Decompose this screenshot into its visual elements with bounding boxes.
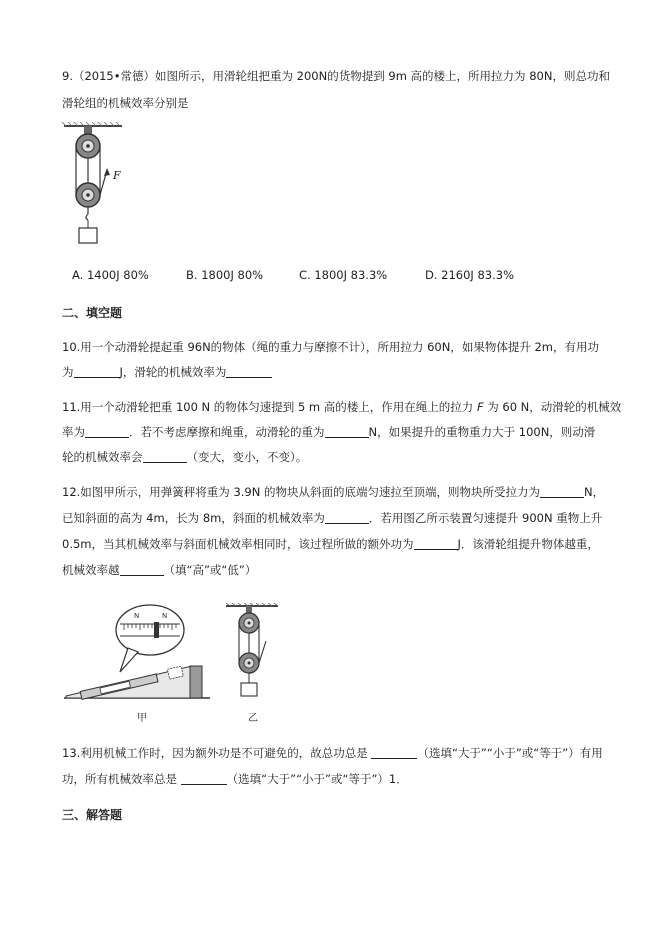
answer-blank[interactable] [325,425,369,438]
svg-text:N: N [162,612,168,620]
answer-blank[interactable] [74,365,120,378]
q10-text-b: J，滑轮的机械效率为 [119,365,227,379]
q12-text-b: N， [584,485,605,499]
q11-text-a: 11.用一个动滑轮把重 100 N 的物体匀速提到 5 m 高的楼上，作用在绳上的拉力 [62,400,477,414]
section-heading-fill-blank: 二、填空题 [62,306,123,320]
q9-option-c: C. 1800J 83.3% [299,268,388,282]
q11-text-d: ．若不考虑摩擦和绳重，动滑轮的重为 [129,425,325,439]
q11-text-c: 率为 [62,425,85,439]
figure-label-yi: 乙 [248,713,258,724]
q12-line2 [62,510,602,526]
incline-spring-scale-figure [62,600,212,705]
q9-line2: 滑轮组的机械效率分别是 [62,96,189,110]
q10-line2 [62,364,272,380]
q11-force-symbol: F [476,400,484,414]
q12-text-f: J．该滑轮组提升物体越重， [457,537,599,551]
answer-blank[interactable] [143,450,187,463]
q12-text-h: （填“高”或“低”） [163,563,257,577]
answer-blank[interactable] [85,425,129,438]
figure-label-jia: 甲 [137,713,147,724]
q12-text-e: 0.5m，当其机械效率与斜面机械效率相同时，该过程所做的额外功为 [62,537,414,551]
q13-line1 [62,745,603,761]
q11-text-e: N，如果提升的重物重力大于 100N，则动滑 [368,425,596,439]
q9-line1: 9.（2015•常德）如图所示，用滑轮组把重为 200N的货物提到 9m 高的楼上，所用拉力为 80N，则总功和 [62,69,610,83]
answer-blank[interactable] [120,563,164,576]
q13-text-a: 13.利用机械工作时，因为额外功是不可避免的，故总功总是 [62,746,372,760]
answer-blank[interactable] [325,511,369,524]
svg-text:N: N [134,612,140,620]
q9-option-d: D. 2160J 83.3% [425,268,515,282]
q12-text-g: 机械效率越 [62,563,120,577]
q12-line4 [62,562,256,578]
q12-text-a: 12.如图甲所示，用弹簧秤将重为 3.9N 的物块从斜面的底端匀速拉至顶端，则物块所受拉力为 [62,485,540,499]
q10-text-a: 为 [62,365,74,379]
q9-option-b: B. 1800J 80% [186,268,264,282]
q11-line1 [62,399,621,415]
answer-blank[interactable] [226,365,272,378]
q11-line2 [62,424,595,440]
q11-text-g: （变大，变小，不变）。 [186,450,308,464]
q11-text-b: 为 60 N，动滑轮的机械效 [483,400,622,414]
q12-text-c: 已知斜面的高为 4m，长为 8m，斜面的机械效率为 [62,511,325,525]
answer-blank[interactable] [414,537,458,550]
q12-line3 [62,536,599,552]
q10-line1: 10.用一个动滑轮提起重 96N的物体（绳的重力与摩擦不计），所用拉力 60N，如果物体提升 2m，有用功 [62,340,599,354]
pulley-figure-yi [222,603,282,703]
q13-text-d: （选填“大于”“小于”或“等于”）1． [226,772,408,786]
q13-line2 [62,771,408,787]
pulley-figure-q9 [60,122,140,247]
answer-blank[interactable] [181,772,227,785]
q12-line1 [62,484,604,500]
q11-text-f: 轮的机械效率会 [62,450,143,464]
section-heading-solve: 三、解答题 [62,808,123,822]
force-label-f: F [113,169,121,182]
q9-option-a: A. 1400J 80% [72,268,149,282]
answer-blank[interactable] [371,746,417,759]
q11-line3 [62,449,307,465]
q12-text-d: ．若用图乙所示装置匀速提升 900N 重物上升 [368,511,603,525]
q13-text-b: （选填“大于”“小于”或“等于”）有用 [417,746,603,760]
answer-blank[interactable] [540,485,584,498]
q13-text-c: 功，所有机械效率总是 [62,772,181,786]
